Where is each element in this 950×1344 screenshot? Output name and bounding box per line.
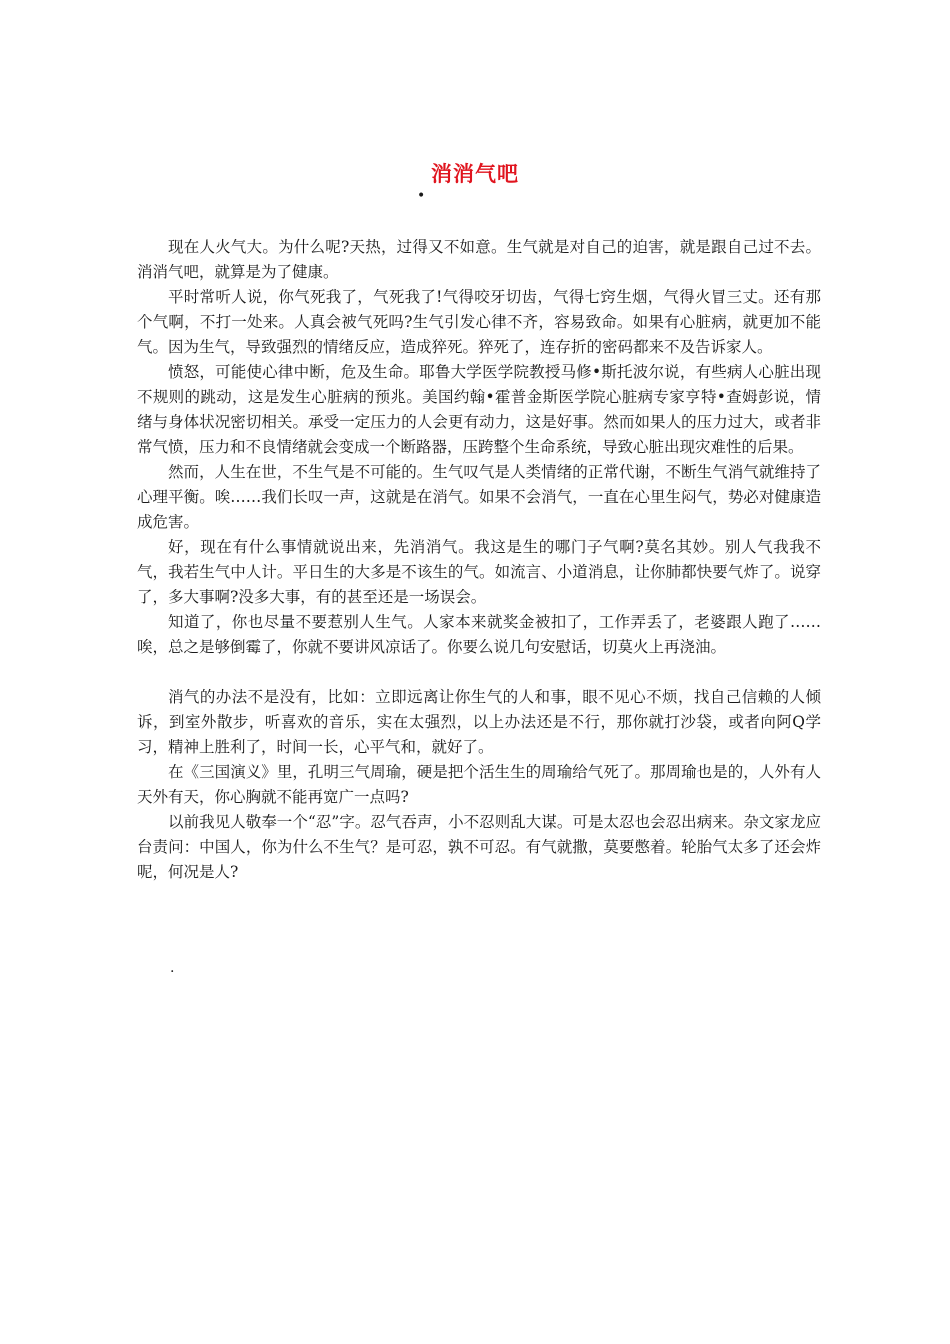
paragraph-7: 消气的办法不是没有，比如：立即远离让你生气的人和事，眼不见心不烦，找自己信赖的人倾诉，到室外散步，听喜欢的音乐，实在太强烈，以上办法还是不行，那你就打沙袋，或者向阿Q学习，精神上胜利了，时间一长，心平气和，就好了。 bbox=[137, 688, 821, 756]
paragraph-5: 好，现在有什么事情就说出来，先消消气。我这是生的哪门子气啊?莫名其妙。别人气我我不气，我若生气中人计。平日生的大多是不该生的气。如流言、小道消息，让你肺都快要气炸了。说穿了，多大事啊?没多大事，有的甚至还是一场误会。 bbox=[137, 538, 821, 606]
bullet-mark: • bbox=[417, 188, 426, 204]
paragraph-6: 知道了，你也尽量不要惹别人生气。人家本来就奖金被扣了，工作弄丢了，老婆跟人跑了……唉，总之是够倒霉了，你就不要讲风凉话了。你要么说几句安慰话，切莫火上再浇油。 bbox=[137, 613, 821, 656]
paragraph-3: 愤怒，可能使心律中断，危及生命。耶鲁大学医学院教授马修•斯托波尔说，有些病人心脏出现不规则的跳动，这是发生心脏病的预兆。美国约翰•霍普金斯医学院心脏病专家亨特•查姆彭说，情绪与身体状况密切相关。承受一定压力的人会更有动力，这是好事。然而如果人的压力过大，或者非常气愤，压力和不良情绪就会变成一个断路器，压跨整个生命系统，导致心脏出现灾难性的后果。 bbox=[137, 363, 821, 456]
paragraph-8: 在《三国演义》里，孔明三气周瑜，硬是把个活生生的周瑜给气死了。那周瑜也是的，人外有人天外有天，你心胸就不能再宽广一点吗? bbox=[137, 763, 821, 806]
document-body bbox=[137, 235, 821, 885]
paragraph-9: 以前我见人敬奉一个“忍”字。忍气吞声，小不忍则乱大谋。可是太忍也会忍出病来。杂文家龙应台责问：中国人，你为什么不生气？是可忍，孰不可忍。有气就撒，莫要憋着。轮胎气太多了还会炸呢，何况是人? bbox=[137, 813, 821, 881]
end-mark: . bbox=[170, 960, 175, 976]
paragraph-1: 现在人火气大。为什么呢?天热，过得又不如意。生气就是对自己的迫害，就是跟自己过不去。消消气吧，就算是为了健康。 bbox=[137, 238, 821, 281]
paragraph-2: 平时常听人说，你气死我了，气死我了!气得咬牙切齿，气得七窍生烟，气得火冒三丈。还有那个气啊，不打一处来。人真会被气死吗?生气引发心律不齐，容易致命。如果有心脏病，就更加不能气。因为生气，导致强烈的情绪反应，造成猝死。猝死了，连存折的密码都来不及告诉家人。 bbox=[137, 288, 821, 356]
document-title: 消消气吧 bbox=[431, 161, 519, 186]
paragraph-4: 然而，人生在世，不生气是不可能的。生气叹气是人类情绪的正常代谢，不断生气消气就维持了心理平衡。唉……我们长叹一声，这就是在消气。如果不会消气，一直在心里生闷气，势必对健康造成危害。 bbox=[137, 463, 821, 531]
